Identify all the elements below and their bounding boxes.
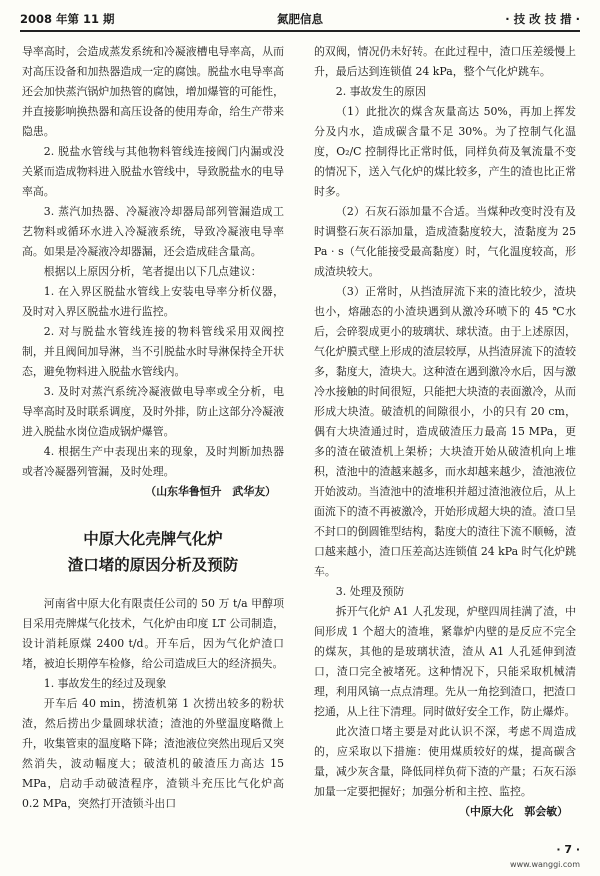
paragraph: （2）石灰石添加量不合适。当煤种改变时没有及时调整石灰石添加量，造成渣黏度较大，渣黏度为 25 Pa · s（气化能接受最高黏度）时，气化温度较高，形成渣块较大。 bbox=[314, 205, 576, 278]
page-header bbox=[20, 8, 580, 32]
paragraph: 导率高时，会造成蒸发系统和冷凝液槽电导率高，从而对高压设备和加热器造成一定的腐蚀。脱盐水电导率高还会加快蒸汽锅炉加热管的腐蚀，增加爆管的可能性，并直接影响换热器和高压设备的使用寿命，给生产带来隐患。 bbox=[22, 45, 284, 138]
article-title bbox=[22, 526, 284, 578]
article-title-line: 中原大化壳牌气化炉 bbox=[83, 530, 223, 548]
watermark-url: www.wanggi.com bbox=[510, 860, 580, 869]
issue-label: 2008 年第 11 期 bbox=[20, 12, 115, 26]
paragraph: 4. 根据生产中表现出来的现象，及时判断加热器或者冷凝器列管漏，及时处理。 bbox=[22, 445, 284, 478]
paragraph: （3）正常时，从挡渣屏流下来的渣比较少，渣块也小，熔融态的小渣块遇到从激冷环喷下的 45 ℃水后，会碎裂成更小的玻璃状、球状渣。由于上述原因，气化炉膜式壁上形成的渣层较厚，从挡渣屏流下的渣较多，黏度大，渣块大。这种渣在遇到激冷水后，因与激冷水接触的时间很短，只能把大块渣的表面激冷，从而形成大块渣。破渣机的间隙很小，小的只有 20 cm，偶有大块渣通过时，造成破渣压力最高 15 MPa，更多的渣在破渣机上架桥；大块渣开始从破渣机向上堆积，渣池中的渣越来越多，而水却越来越少，渣池液位开始波动。当渣池中的渣堆积并超过渣池液位后，从上面流下的渣不再被激冷，开始形成超大块的渣。渣口呈不封口的倒圆锥型结构，黏度大的渣往下流不顺畅，渣口越来越小，渣口压差高达连锁值 24 kPa 时气化炉跳车。 bbox=[314, 285, 576, 578]
paragraph: 1. 在入界区脱盐水管线上安装电导率分析仪器，及时对入界区脱盐水进行监控。 bbox=[22, 285, 284, 318]
journal-name: 氮肥信息 bbox=[277, 12, 323, 26]
section-heading: 1. 事故发生的经过及现象 bbox=[43, 677, 167, 690]
paragraph: （1）此批次的煤含灰量高达 50%，再加上挥发分及内水，造成碳含量不足 30%。为了控制气化温度，O₂/C 控制得比正常时低，同样负荷及氧流量不变的情况下，送入气化炉的煤比较多，产生的渣也比正常时多。 bbox=[314, 105, 576, 198]
paragraph: 2. 对与脱盐水管线连接的物料管线采用双阀控制，并且阀间加导淋，当不引脱盐水时导淋保持全开状态，避免物料进入脱盐水管线内。 bbox=[22, 325, 284, 378]
paragraph: 河南省中原大化有限责任公司的 50 万 t/a 甲醇项目采用壳牌煤气化技术，气化炉由印度 LT 公司制造，设计消耗原煤 2400 t/d。开车后，因为气化炉渣口堵，被迫长期停车检修，给公司造成巨大的经济损失。 bbox=[22, 597, 284, 670]
author-signature: （山东华鲁恒升 武华友） bbox=[145, 485, 276, 498]
paragraph: 开车后 40 min，捞渣机第 1 次捞出较多的粉状渣，然后捞出少量圆球状渣；渣池的外壁温度略微上升，收集管束的温度略下降；渣池液位突然出现后又突然消失，波动幅度大；破渣机的破渣压力高达 15 MPa，启动手动破渣程序，渣锁斗充压比气化炉高 0.2 MPa，突然打开渣锁斗出口 bbox=[22, 697, 284, 810]
section-heading: 3. 处理及预防 bbox=[335, 585, 405, 598]
paragraph: 的双阀，情况仍未好转。在此过程中，渣口压差缓慢上升，最后达到连锁值 24 kPa，整个气化炉跳车。 bbox=[314, 45, 576, 78]
article-title-line: 渣口堵的原因分析及预防 bbox=[67, 556, 239, 574]
paragraph: 根据以上原因分析，笔者提出以下几点建议： bbox=[43, 265, 262, 278]
author-signature: （中原大化 郭会敏） bbox=[459, 805, 568, 818]
page-number: · 7 · bbox=[556, 843, 580, 856]
section-label: · 技 改 技 措 · bbox=[505, 12, 580, 26]
right-column bbox=[314, 42, 576, 822]
paragraph: 2. 脱盐水管线与其他物料管线连接阀门内漏或没关紧而造成物料进入脱盐水管线中，导致脱盐水的电导率高。 bbox=[22, 145, 284, 198]
section-heading: 2. 事故发生的原因 bbox=[335, 85, 426, 98]
paragraph: 此次渣口堵主要是对此认识不深，考虑不周造成的，应采取以下措施：使用煤质较好的煤，提高碳含量，减少灰含量，降低同样负荷下渣的产量；石灰石添加量一定要把握好；加强分析和主控、监控。 bbox=[314, 725, 576, 798]
paragraph: 3. 蒸汽加热器、冷凝液冷却器局部列管漏造成工艺物料或循环水进入冷凝液系统，导致冷凝液电导率高。如果是冷凝液冷却器漏，还会造成硅含量高。 bbox=[22, 205, 284, 258]
paragraph: 3. 及时对蒸汽系统冷凝液做电导率或全分析，电导率高时及时联系调度，及时外排，防止这部分冷凝液进入脱盐水岗位造成锅炉爆管。 bbox=[22, 385, 284, 438]
paragraph: 拆开气化炉 A1 人孔发现，炉壁四周挂满了渣，中间形成 1 个超大的渣堆，紧靠炉内壁的是反应不完全的煤灰，其他的是玻璃状渣，渣从 A1 人孔延伸到渣口，渣口完全被堵死。这种情况下，只能采取机械清理，利用风镐一点点清理。先从一角挖到渣口，把渣口挖通，从上往下清理。同时做好安全工作，防止爆炸。 bbox=[314, 605, 576, 718]
left-column bbox=[22, 42, 284, 814]
